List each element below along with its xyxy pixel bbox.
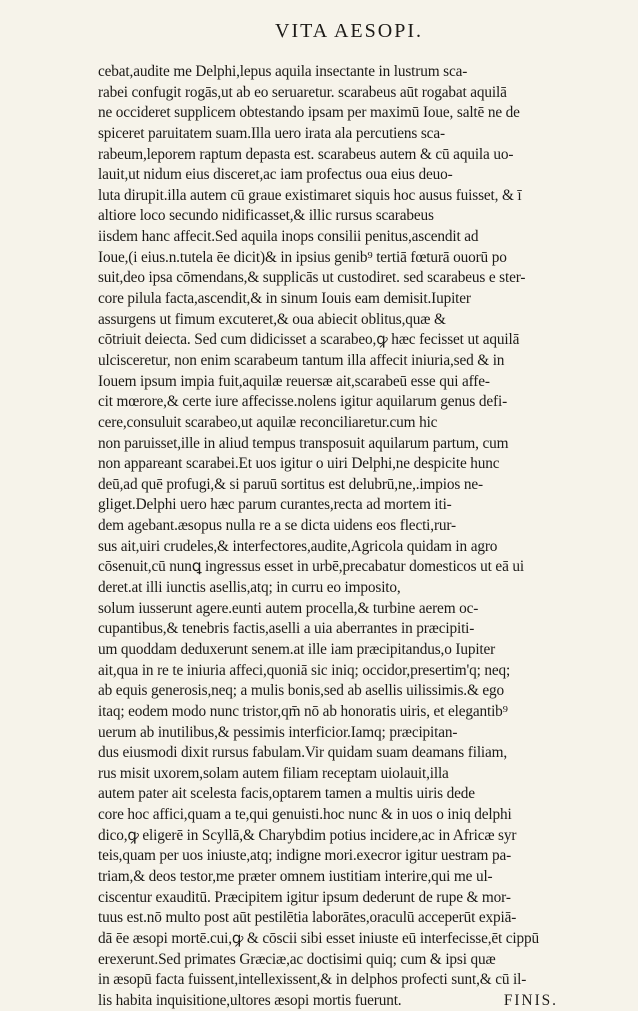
text-line: sus ait,uiri crudeles,& interfectores,audite,Agricola quidam in agro	[98, 537, 498, 555]
final-line	[98, 991, 558, 1011]
text-line: ciscentur exauditū. Præcipitem igitur ipsum dederunt de rupe & mor-	[98, 888, 511, 906]
text-line: cere,consuluit scarabeo,ut aquilæ reconciliaretur.cum hic	[98, 413, 438, 431]
running-head: VITA AESOPI.	[275, 20, 423, 42]
text-line: solum iusserunt agere.eunti autem procella,& turbine aerem oc-	[98, 599, 479, 617]
text-line: core hoc affici,quam a te,qui genuisti.hoc nunc & in uos o iniq delphi	[98, 806, 512, 824]
text-line: spiceret paruitatem suam.Illa uero irata ala percutiens sca-	[98, 124, 445, 142]
text-line: non paruisset,ille in aliud tempus transposuit aquilarum partum, cum	[98, 434, 509, 452]
text-block	[98, 62, 558, 1011]
text-line: lauit,ut nidum eius disceret,ac iam profectus oua eius deuo-	[98, 166, 453, 184]
text-line: in æsopū facta fuissent,intellexissent,& in delphos profecti sunt,& cū il-	[98, 971, 527, 989]
text-line: iisdem hanc affecit.Sed aquila inops consilii penitus,ascendit ad	[98, 228, 479, 246]
text-line: cit mœrore,& certe iure affecisse.nolens igitur aquilarum genus defi-	[98, 393, 508, 411]
text-line: rus misit uxorem,solam autem filiam receptam uiolauit,illa	[98, 764, 449, 782]
text-line: teis,quam per uos iniuste,atq; indigne mori.execror igitur uestram pa-	[98, 847, 512, 865]
text-line: dem agebant.æsopus nulla re a se dicta uidens eos flecti,rur-	[98, 517, 456, 535]
text-line: dico,ꝙ eligerē in Scyllā,& Charybdim potius incidere,ac in Africæ syr	[98, 826, 517, 844]
text-line: ait,qua in re te iniuria affeci,quoniā sic iniq; occidor,presertim'q; neq;	[98, 661, 511, 679]
text-line: rabeum,leporem raptum depasta est. scarabeus autem & cū aquila uo-	[98, 145, 514, 163]
text-line: cupantibus,& tenebris factis,aselli a uia aberrantes in præcipiti-	[98, 620, 475, 638]
text-line: um quoddam deduxerunt senem.at ille iam præcipitandus,o Iupiter	[98, 640, 496, 658]
text-line: lis habita inquisitione,ultores æsopi mortis fuerunt.	[98, 991, 402, 1009]
text-line: deret.at illi iunctis asellis,atq; in curru eo imposito,	[98, 579, 401, 597]
text-line: cebat,audite me Delphi,lepus aquila insectante in lustrum sca-	[98, 63, 468, 80]
text-line: gliget.Delphi uero hæc parum curantes,recta ad mortem iti-	[98, 496, 452, 514]
text-line: tuus est.nō multo post aūt pestilētia laborātes,oraculū acceperūt expiā-	[98, 909, 517, 927]
text-line: ab equis generosis,neq; a mulis bonis,sed ab asellis uilissimis.& ego	[98, 682, 505, 700]
text-line: non appareant scarabei.Et uos igitur o uiri Delphi,ne despicite hunc	[98, 455, 500, 473]
text-line: core pilula facta,ascendit,& in sinum Iouis eam demisit.Iupiter	[98, 290, 471, 308]
text-line: deū,ad quē profugi,& si paruū sortitus est delubrū,ne,.impios ne-	[98, 475, 483, 493]
text-line: luta dirupit.illa autem cū graue existimaret siquis hoc ausus fuisset, & ī	[98, 186, 522, 204]
text-line: cōsenuit,cū nunꝗ ingressus esset in urbē,precabatur domesticos ut eā ui	[98, 558, 524, 576]
text-line: altiore loco secundo nidificasset,& illic rursus scarabeus	[98, 207, 434, 225]
text-line: rabei confugit rogās,ut ab eo seruaretur. scarabeus aūt rogabat aquilā	[98, 83, 507, 101]
text-line: uerum ab inutilibus,& pessimis interficior.Iamq; præcipitan-	[98, 723, 458, 741]
text-line: suit,deo ipsa cōmendans,& supplicās ut custodiret. sed scarabeus e ster-	[98, 269, 526, 287]
text-line: ne occideret supplicem obtestando ipsam per maximū Ioue, saltē ne de	[98, 104, 520, 122]
text-line: erexerunt.Sed primates Græciæ,ac doctisimi quiq; cum & ipsi quæ	[98, 950, 496, 968]
text-line: assurgens ut fimum excuteret,& oua abiecit oblitus,quæ &	[98, 310, 446, 328]
text-line: itaq; eodem modo nunc tristor,qm̄ nō ab honoratis uiris, et elegantib⁹	[98, 702, 508, 720]
text-line: ulcisceretur, non enim scarabeum tantum illa affecit iniuria,sed & in	[98, 351, 505, 369]
finis-mark: FINIS.	[503, 991, 558, 1009]
text-line: triam,& deos testor,me præter omnem iustitiam interire,qui me ul-	[98, 867, 493, 885]
text-line: dā ēe æsopi mortē.cui,ꝙ & cōscii sibi esset iniuste eū interfecisse,ēt cippū	[98, 929, 540, 947]
text-line: cōtriuit deiecta. Sed cum didicisset a scarabeo,ꝙ hæc fecisset ut aquilā	[98, 331, 520, 349]
text-line: dus eiusmodi dixit rursus fabulam.Vir quidam suam deamans filiam,	[98, 744, 508, 762]
text-line: autem pater ait scelesta facis,optarem tamen a multis uiris dede	[98, 785, 475, 803]
text-line: Iouem ipsum impia fuit,aquilæ reuersæ ait,scarabeū esse qui affe-	[98, 372, 490, 390]
text-line: Ioue,(i eius.n.tutela ēe dicit)& in ipsius genib⁹ tertiā fœturā ouorū po	[98, 248, 507, 266]
